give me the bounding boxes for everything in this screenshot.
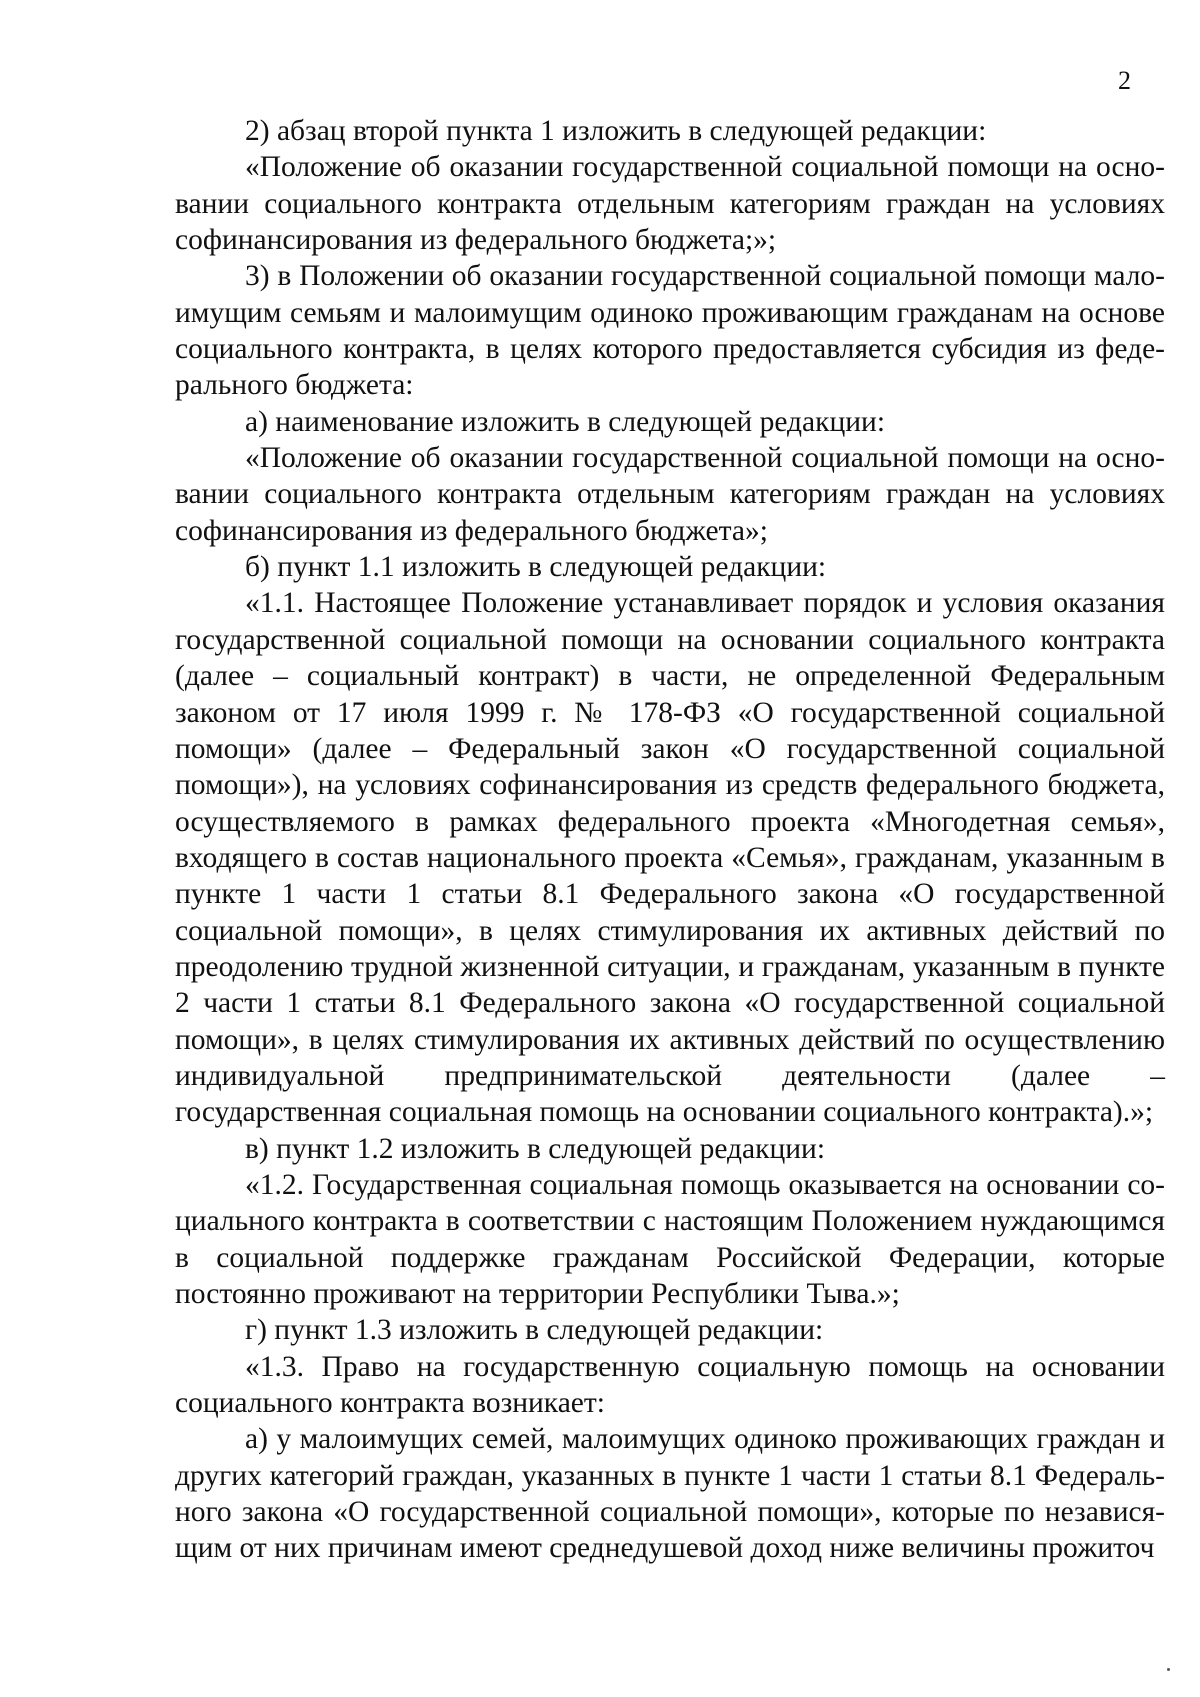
paragraph-subitem-a: а) наименование изложить в следующей редакции: — [245, 405, 886, 438]
paragraph-subitem-g: г) пункт 1.3 изложить в следующей редакции: — [245, 1314, 824, 1347]
paragraph-subitem-b: б) пункт 1.1 изложить в следующей редакции: — [245, 551, 827, 584]
document-body — [175, 113, 1165, 1567]
page-number: 2 — [1118, 66, 1131, 95]
paragraph-clause-1-1: «1.1. Настоящее Положение устанавливает порядок и условия оказания государственной социальной помощи на основании социального контракта (далее – социальный контракт) в части, не определенной Федеральным законом от 17 июля 1999 г. № 178-ФЗ «О государственной социальной помощи» (далее – Федеральный закон «О государственной социальной помощи»), на условиях софинансирования из средств федерального бюджета, осуществляемого в рамках федерального проекта «Многодетная семья», входящего в состав национального проекта «Семья», гражданам, указанным в пункте 1 части 1 статьи 8.1 Федерального закона «О государственной социальной помощи», в целях стимулирования их активных действий по преодолению трудной жизненной ситуации, и гражданам, указанным в пункте 2 части 1 статьи 8.1 Федерального закона «О государственной социальной помощи», в целях стимулирования их активных действий по осуществлению индивидуальной предпринимательской деятельности (далее – государственная социальная помощь на основании социального контракта).»; — [175, 587, 1165, 1129]
paragraph-item-2-intro: 2) абзац второй пункта 1 изложить в следующей редакции: — [245, 115, 987, 147]
scan-artifact-dot — [1167, 1668, 1170, 1671]
paragraph-quote-title-2: «Положение об оказании государственной социальной помощи на основании социального контракта отдельным категориям граждан на условиях софинансирования из федерального бюджета»; — [175, 442, 1165, 547]
paragraph-clause-1-2: «1.2. Государственная социальная помощь оказывается на основании социального контракта в соответствии с настоящим Положением нуждающимся в социальной поддержке гражданам Российской Федерации, которые постоянно проживают на территории Республики Тыва.»; — [175, 1168, 1165, 1310]
paragraph-clause-1-3: «1.3. Право на государственную социальную помощь на основании социального контракта возникает: — [175, 1350, 1165, 1420]
paragraph-subitem-v: в) пункт 1.2 изложить в следующей редакции: — [245, 1132, 826, 1165]
paragraph-quote-title-1: «Положение об оказании государственной социальной помощи на основании социального контракта отдельным категориям граждан на условиях софинансирования из федерального бюджета;»; — [175, 151, 1165, 257]
paragraph-item-3-intro: 3) в Положении об оказании государственной социальной помощи малоимущим семьям и малоимущим одиноко проживающим гражданам на основе социального контракта, в целях которого предоставляется субсидия из федерального бюджета: — [175, 260, 1165, 402]
paragraph-clause-1-3-a: а) у малоимущих семей, малоимущих одиноко проживающих граждан и других категорий граждан, указанных в пункте 1 части 1 статьи 8.1 Федерального закона «О государственной социальной помощи», которые по независящим от них причинам имеют среднедушевой доход ниже величины прожиточ — [175, 1423, 1165, 1565]
